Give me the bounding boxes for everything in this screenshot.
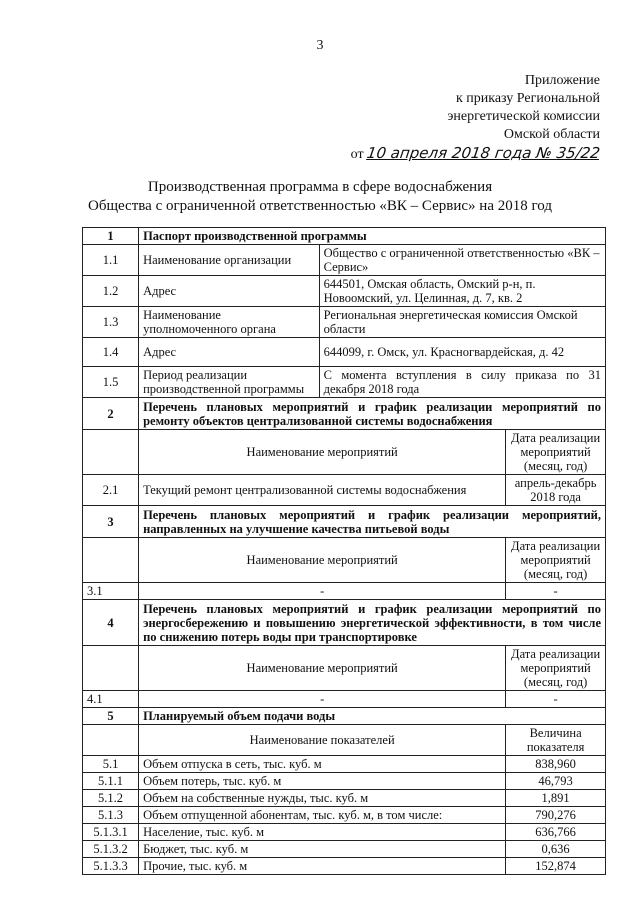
row-value: Общество с ограниченной ответственностью «ВК – Сервис» — [319, 245, 605, 276]
row-name: Население, тыс. куб. м — [139, 824, 506, 841]
table-row — [83, 338, 606, 367]
row-value: 0,636 — [506, 841, 606, 858]
row-number: 5.1.3.3 — [83, 858, 139, 875]
row-date: - — [506, 691, 606, 708]
table-row — [83, 841, 606, 858]
column-header-row — [83, 538, 606, 583]
section-number: 4 — [83, 600, 139, 646]
column-header-row — [83, 430, 606, 475]
appendix-line: энергетической комиссии — [447, 109, 600, 124]
row-value: 636,766 — [506, 824, 606, 841]
section-title: Перечень плановых мероприятий и график реализации мероприятий по ремонту объектов централизованной системы водоснабжения — [139, 398, 606, 430]
table-row — [83, 858, 606, 875]
appendix-date-prefix: от — [350, 147, 364, 162]
row-label: Период реализации производственной программы — [139, 367, 320, 398]
section-number: 1 — [83, 228, 139, 245]
row-name: Прочие, тыс. куб. м — [139, 858, 506, 875]
title-line: Производственная программа в сфере водоснабжения — [147, 179, 493, 195]
row-value: 1,891 — [506, 790, 606, 807]
row-number: 5.1.3.1 — [83, 824, 139, 841]
column-header-row — [83, 725, 606, 756]
section-number: 5 — [83, 708, 139, 725]
row-value: 790,276 — [506, 807, 606, 824]
section-title: Перечень плановых мероприятий и график реализации мероприятий по энергосбережению и повышению энергетической эффективности, в том числе по снижению потерь воды при транспортировке — [139, 600, 606, 646]
section-header-row — [83, 708, 606, 725]
row-name: - — [139, 691, 506, 708]
empty-cell — [83, 430, 139, 475]
row-value: 46,793 — [506, 773, 606, 790]
section-title: Планируемый объем подачи воды — [139, 708, 606, 725]
column-header: Величина показателя — [506, 725, 606, 756]
production-program-table — [82, 227, 606, 875]
table-row — [83, 824, 606, 841]
table-row — [83, 691, 606, 708]
appendix-line: Приложение — [524, 73, 600, 88]
row-name: - — [139, 583, 506, 600]
table-row — [83, 807, 606, 824]
row-value: 644501, Омская область, Омский р-н, п. Новоомский, ул. Целинная, д. 7, кв. 2 — [319, 276, 605, 307]
row-name: Объем отпущенной абонентам, тыс. куб. м, в том числе: — [139, 807, 506, 824]
section-number: 2 — [83, 398, 139, 430]
document-title — [0, 178, 640, 216]
row-number: 2.1 — [83, 475, 139, 506]
row-number: 3.1 — [83, 583, 139, 600]
row-name: Объем отпуска в сеть, тыс. куб. м — [139, 756, 506, 773]
table-row — [83, 276, 606, 307]
table-row — [83, 583, 606, 600]
column-header: Наименование мероприятий — [139, 430, 506, 475]
row-name: Бюджет, тыс. куб. м — [139, 841, 506, 858]
row-label: Адрес — [139, 276, 320, 307]
table-row — [83, 475, 606, 506]
appendix-line: к приказу Региональной — [455, 91, 600, 106]
column-header: Наименование мероприятий — [139, 538, 506, 583]
section-number: 3 — [83, 506, 139, 538]
column-header: Дата реализации мероприятий (месяц, год) — [506, 646, 606, 691]
row-name: Текущий ремонт централизованной системы водоснабжения — [139, 475, 506, 506]
table-row — [83, 773, 606, 790]
column-header: Наименование мероприятий — [139, 646, 506, 691]
empty-cell — [83, 725, 139, 756]
section-title: Паспорт производственной программы — [139, 228, 606, 245]
row-value: 838,960 — [506, 756, 606, 773]
table-row — [83, 245, 606, 276]
row-label: Адрес — [139, 338, 320, 367]
column-header-row — [83, 646, 606, 691]
row-name: Объем потерь, тыс. куб. м — [139, 773, 506, 790]
row-number: 1.1 — [83, 245, 139, 276]
handwritten-order-date: 10 апреля 2018 года № 35/22 — [365, 144, 602, 162]
row-value: Региональная энергетическая комиссия Омской области — [319, 307, 605, 338]
row-number: 1.4 — [83, 338, 139, 367]
section-title: Перечень плановых мероприятий и график реализации мероприятий, направленных на улучшение качества питьевой воды — [139, 506, 606, 538]
row-number: 1.2 — [83, 276, 139, 307]
title-line: Общества с ограниченной ответственностью «ВК – Сервис» на 2018 год — [88, 198, 552, 214]
row-label: Наименование уполномоченного органа — [139, 307, 320, 338]
row-number: 5.1.3.2 — [83, 841, 139, 858]
row-number: 1.3 — [83, 307, 139, 338]
appendix-header — [351, 72, 600, 164]
column-header: Наименование показателей — [139, 725, 506, 756]
table-row — [83, 367, 606, 398]
row-number: 5.1 — [83, 756, 139, 773]
section-header-row — [83, 600, 606, 646]
column-header: Дата реализации мероприятий (месяц, год) — [506, 430, 606, 475]
row-number: 4.1 — [83, 691, 139, 708]
section-header-row — [83, 228, 606, 245]
table-row — [83, 790, 606, 807]
row-date: - — [506, 583, 606, 600]
row-number: 1.5 — [83, 367, 139, 398]
row-name: Объем на собственные нужды, тыс. куб. м — [139, 790, 506, 807]
row-number: 5.1.2 — [83, 790, 139, 807]
empty-cell — [83, 538, 139, 583]
row-value: 644099, г. Омск, ул. Красногвардейская, д. 42 — [319, 338, 605, 367]
row-label: Наименование организации — [139, 245, 320, 276]
row-value: 152,874 — [506, 858, 606, 875]
table-row — [83, 756, 606, 773]
appendix-line: Омской области — [503, 127, 600, 142]
section-header-row — [83, 398, 606, 430]
row-date: апрель-декабрь 2018 года — [506, 475, 606, 506]
empty-cell — [83, 646, 139, 691]
row-number: 5.1.3 — [83, 807, 139, 824]
page-number: 3 — [316, 38, 324, 53]
row-number: 5.1.1 — [83, 773, 139, 790]
column-header: Дата реализации мероприятий (месяц, год) — [506, 538, 606, 583]
section-header-row — [83, 506, 606, 538]
row-value: С момента вступления в силу приказа по 31 декабря 2018 года — [319, 367, 605, 398]
appendix-date-line — [351, 144, 600, 164]
table-row — [83, 307, 606, 338]
